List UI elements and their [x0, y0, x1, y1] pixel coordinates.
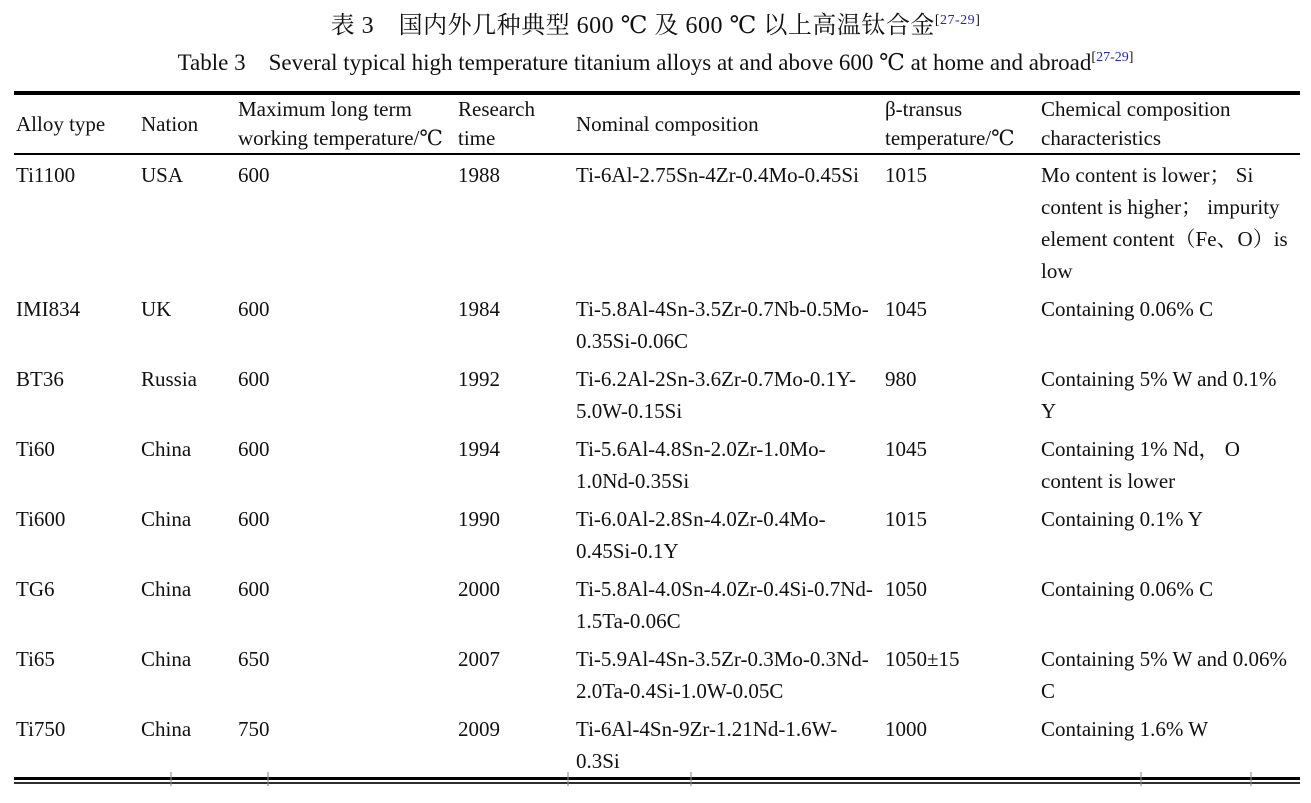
column-divider-tick	[1250, 772, 1252, 786]
cell-alloy-type: Ti60	[16, 437, 55, 461]
table-row	[14, 639, 1300, 709]
table-bottom-rule	[14, 777, 1300, 784]
cell-nation: China	[141, 437, 192, 461]
cell-chemical-characteristics: Containing 0.06% C	[1041, 577, 1214, 601]
cell-nation: UK	[141, 297, 172, 321]
cell-beta-transus-temperature: 980	[885, 367, 917, 391]
column-divider-tick	[690, 772, 692, 786]
cell-alloy-type: IMI834	[16, 297, 81, 321]
cell-nation: Russia	[141, 367, 198, 391]
cell-beta-transus-temperature: 1050±15	[885, 647, 960, 671]
ref-bracket-open: [	[934, 13, 941, 28]
ref-bracket-open: [	[1091, 50, 1097, 65]
table-body	[14, 154, 1300, 777]
cell-nominal-composition: Ti-6.0Al-2.8Sn-4.0Zr-0.4Mo-0.45Si-0.1Y	[576, 507, 826, 563]
cell-max-working-temperature: 600	[238, 163, 270, 187]
cell-beta-transus-temperature: 1015	[885, 163, 927, 187]
col-header-nation: Nation	[139, 93, 236, 154]
cell-alloy-type: Ti65	[16, 647, 55, 671]
cell-chemical-characteristics: Containing 1.6% W	[1041, 717, 1209, 741]
cell-max-working-temperature: 750	[238, 717, 270, 741]
cell-beta-transus-temperature: 1045	[885, 437, 927, 461]
cell-nominal-composition: Ti-6Al-4Sn-9Zr-1.21Nd-1.6W-0.3Si	[576, 717, 838, 773]
cell-nation: China	[141, 647, 192, 671]
table-row	[14, 154, 1300, 289]
table-title-zh-text: 表 3 国内外几种典型 600 ℃ 及 600 ℃ 以上高温钛合金	[330, 13, 935, 39]
ref-number[interactable]: 27-29	[940, 13, 976, 28]
cell-max-working-temperature: 600	[238, 297, 270, 321]
cell-max-working-temperature: 600	[238, 367, 270, 391]
cell-research-time: 2007	[458, 647, 500, 671]
cell-research-time: 1988	[458, 163, 500, 187]
cell-nation: China	[141, 507, 192, 531]
cell-nominal-composition: Ti-6Al-2.75Sn-4Zr-0.4Mo-0.45Si	[576, 163, 859, 187]
cell-research-time: 1994	[458, 437, 500, 461]
col-header-max-working-temperature: Maximum long term working temperature/℃	[236, 93, 456, 154]
cell-alloy-type: TG6	[16, 577, 55, 601]
table-title-zh	[0, 11, 1311, 41]
table-row	[14, 499, 1300, 569]
table-header-row	[14, 93, 1300, 154]
table-row	[14, 359, 1300, 429]
ref-number[interactable]: 27-29	[1096, 50, 1129, 65]
table-title-en	[0, 48, 1311, 78]
table-title-en-text: Table 3 Several typical high temperature titanium alloys at and above 600 ℃ at home and abroad	[177, 50, 1092, 75]
cell-nominal-composition: Ti-5.8Al-4Sn-3.5Zr-0.7Nb-0.5Mo-0.35Si-0.06C	[576, 297, 869, 353]
cell-beta-transus-temperature: 1000	[885, 717, 927, 741]
cell-research-time: 2000	[458, 577, 500, 601]
cell-nation: China	[141, 577, 192, 601]
bottom-rule-thin	[14, 782, 1300, 784]
alloy-table	[14, 91, 1300, 777]
table-captions	[0, 11, 1311, 78]
cell-alloy-type: BT36	[16, 367, 64, 391]
cell-beta-transus-temperature: 1015	[885, 507, 927, 531]
citation-ref-zh[interactable]	[935, 13, 981, 28]
header-row	[14, 93, 1300, 154]
cell-alloy-type: Ti1100	[16, 163, 76, 187]
cell-chemical-characteristics: Containing 0.1% Y	[1041, 507, 1203, 531]
cell-max-working-temperature: 600	[238, 577, 270, 601]
col-header-alloy-type: Alloy type	[14, 93, 139, 154]
cell-research-time: 1992	[458, 367, 500, 391]
table-row	[14, 569, 1300, 639]
cell-max-working-temperature: 600	[238, 437, 270, 461]
cell-beta-transus-temperature: 1045	[885, 297, 927, 321]
cell-chemical-characteristics: Containing 5% W and 0.06% C	[1041, 647, 1287, 703]
col-header-research-time: Research time	[456, 93, 574, 154]
cell-research-time: 2009	[458, 717, 500, 741]
cell-chemical-characteristics: Containing 1% Nd， O content is lower	[1041, 437, 1240, 493]
cell-alloy-type: Ti600	[16, 507, 66, 531]
table-row	[14, 429, 1300, 499]
cell-chemical-characteristics: Containing 0.06% C	[1041, 297, 1214, 321]
column-divider-tick	[567, 772, 569, 786]
alloy-table-container	[14, 91, 1300, 784]
ref-bracket-close: ]	[975, 13, 981, 28]
cell-nominal-composition: Ti-5.9Al-4Sn-3.5Zr-0.3Mo-0.3Nd-2.0Ta-0.4Si-1.0W-0.05C	[576, 647, 869, 703]
cell-research-time: 1990	[458, 507, 500, 531]
cell-max-working-temperature: 650	[238, 647, 270, 671]
cell-alloy-type: Ti750	[16, 717, 66, 741]
cell-beta-transus-temperature: 1050	[885, 577, 927, 601]
cell-nominal-composition: Ti-5.6Al-4.8Sn-2.0Zr-1.0Mo-1.0Nd-0.35Si	[576, 437, 826, 493]
col-header-nominal-composition: Nominal composition	[574, 93, 883, 154]
column-divider-tick	[170, 772, 172, 786]
column-divider-tick	[1140, 772, 1142, 786]
cell-nation: USA	[141, 163, 184, 187]
ref-bracket-close: ]	[1128, 50, 1134, 65]
cell-nominal-composition: Ti-5.8Al-4.0Sn-4.0Zr-0.4Si-0.7Nd-1.5Ta-0.06C	[576, 577, 873, 633]
cell-max-working-temperature: 600	[238, 507, 270, 531]
citation-ref-en[interactable]	[1091, 50, 1133, 65]
col-header-chemical-characteristics: Chemical composition characteristics	[1039, 93, 1300, 154]
column-divider-tick	[267, 772, 269, 786]
cell-nominal-composition: Ti-6.2Al-2Sn-3.6Zr-0.7Mo-0.1Y-5.0W-0.15Si	[576, 367, 856, 423]
table-row	[14, 289, 1300, 359]
cell-nation: China	[141, 717, 192, 741]
cell-chemical-characteristics: Mo content is lower； Si content is higher； impurity element content（Fe、O）is low	[1041, 163, 1288, 283]
col-header-beta-transus-temperature: β-transus temperature/℃	[883, 93, 1039, 154]
table-row	[14, 709, 1300, 777]
cell-research-time: 1984	[458, 297, 500, 321]
cell-chemical-characteristics: Containing 5% W and 0.1% Y	[1041, 367, 1277, 423]
